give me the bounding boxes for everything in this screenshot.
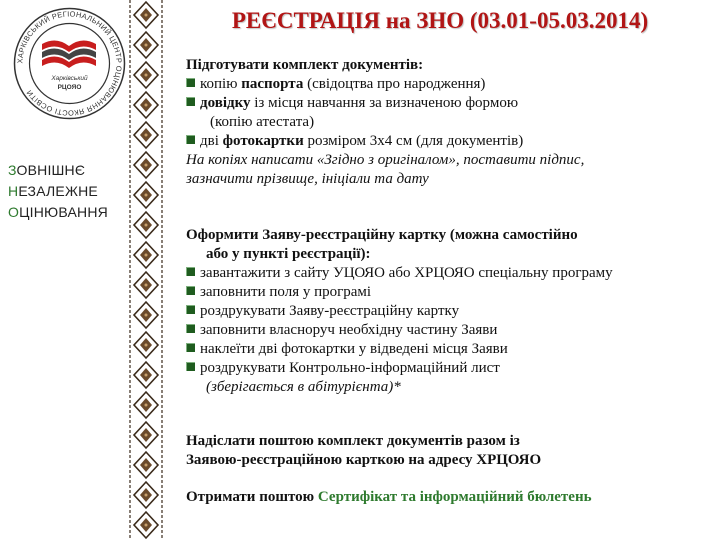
square-bullet-icon <box>186 362 195 371</box>
square-bullet-icon <box>186 286 195 295</box>
logo-center-line1: Харківський <box>51 75 88 82</box>
list-item-continuation: (копію атестата) <box>210 114 315 130</box>
brand-line-3: ОЦІНЮВАННЯ <box>8 204 108 220</box>
footnote: (зберігається в абітурієнта)* <box>206 379 401 395</box>
list-item: роздрукувати Контрольно-інформаційний лист <box>186 359 613 378</box>
square-bullet-icon <box>186 267 195 276</box>
book-icon <box>42 40 96 68</box>
square-bullet-icon <box>186 97 195 106</box>
section-mail-line: Заявою-реєстраційною карткою на адресу ХРЦОЯО <box>186 452 542 468</box>
logo-center-line2: РЦОЯО <box>57 84 82 91</box>
logo <box>12 6 127 121</box>
list-item: завантажити з сайту УЦОЯО або ХРЦОЯО спеціальну програму <box>186 264 613 283</box>
logo-ring-text: ХАРКІВСЬКИЙ РЕГІОНАЛЬНИЙ ЦЕНТР ОЦІНЮВАННЯ ЯКОСТІ ОСВІТИ <box>15 9 124 118</box>
list-item: наклеїти дві фотокартки у відведені місця Заяви <box>186 340 613 359</box>
section-certificate <box>186 488 592 507</box>
section-application-heading-cont: або у пункті реєстрації): <box>206 246 371 262</box>
page-title: РЕЄСТРАЦІЯ на ЗНО (03.01-05.03.2014) <box>231 8 649 33</box>
list-item: заповнити поля у програмі <box>186 283 613 302</box>
brand-line-2: НЕЗАЛЕЖНЕ <box>8 183 98 199</box>
square-bullet-icon <box>186 324 195 333</box>
section-documents-heading: Підготувати комплект документів: <box>186 57 424 73</box>
section-documents <box>186 56 584 189</box>
list-item: копію паспорта (свідоцтва про народження) <box>186 75 584 94</box>
list-item: довідку із місця навчання за визначеною формою <box>186 94 584 113</box>
section-mail-line: Надіслати поштою комплект документів разом із <box>186 433 520 449</box>
section-mail <box>186 432 541 470</box>
section-application <box>186 226 613 397</box>
list-item: заповнити власноруч необхідну частину Заяви <box>186 321 613 340</box>
brand-line-1: ЗОВНІШНЄ <box>8 162 86 178</box>
note-line: На копіях написати «Згідно з оригіналом», поставити підпис, <box>186 152 585 168</box>
list-item: роздрукувати Заяву-реєстраційну картку <box>186 302 613 321</box>
section-certificate-prefix: Отримати поштою <box>186 489 318 505</box>
square-bullet-icon <box>186 305 195 314</box>
list-item: дві фотокартки розміром 3х4 см (для документів) <box>186 132 584 151</box>
brand-text <box>8 160 108 223</box>
section-application-heading: Оформити Заяву-реєстраційну картку (можна самостійно <box>186 227 578 243</box>
square-bullet-icon <box>186 78 195 87</box>
ornament-border <box>128 0 164 540</box>
note-line: зазначити прізвище, ініціали та дату <box>186 171 429 187</box>
square-bullet-icon <box>186 343 195 352</box>
square-bullet-icon <box>186 135 195 144</box>
certificate-highlight: Сертифікат та інформаційний бюлетень <box>317 489 592 505</box>
